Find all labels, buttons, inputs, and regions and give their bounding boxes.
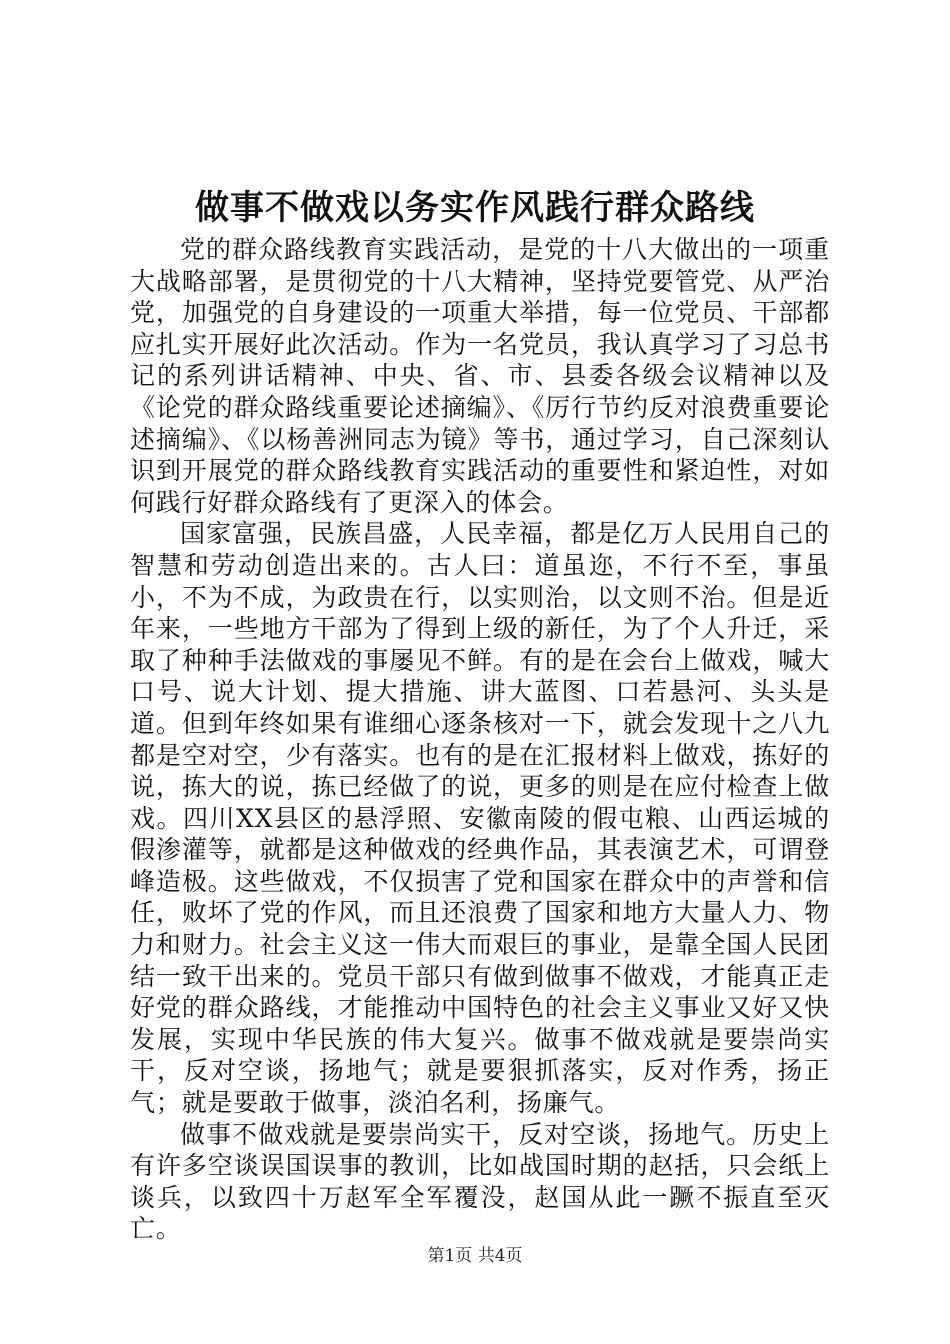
document-body [130, 234, 830, 1245]
document-title: 做事不做戏以务实作风践行群众路线 [195, 188, 755, 228]
paragraph-1: 党的群众路线教育实践活动，是党的十八大做出的一项重大战略部署，是贯彻党的十八大精神，坚持党要管党、从严治党，加强党的自身建设的一项重大举措，每一位党员、干部都应扎实开展好此次活动。作为一名党员，我认真学习了习总书记的系列讲话精神、中央、省、市、县委各级会议精神以及《论党的群众路线重要论述摘编》、《厉行节约反对浪费重要论述摘编》、《以杨善洲同志为镜》等书，通过学习，自己深刻认识到开展党的群众路线教育实践活动的重要性和紧迫性，对如何践行好群众路线有了更深入的体会。 [130, 235, 830, 517]
paragraph-3: 做事不做戏就是要崇尚实干，反对空谈，扬地气。历史上有许多空谈误国误事的教训，比如战国时期的赵括，只会纸上谈兵，以致四十万赵军全军覆没，赵国从此一蹶不振直至灭亡。 [130, 1119, 830, 1244]
page-number-footer: 第1页 共4页 [427, 1246, 523, 1266]
paragraph-2: 国家富强，民族昌盛，人民幸福，都是亿万人民用自己的智慧和劳动创造出来的。古人曰：道虽迩，不行不至，事虽小，不为不成，为政贵在行，以实则治，以文则不治。但是近年来，一些地方干部为了得到上级的新任，为了个人升迁，采取了种种手法做戏的事屡见不鲜。有的是在会台上做戏，喊大口号、说大计划、提大措施、讲大蓝图、口若悬河、头头是道。但到年终如果有谁细心逐条核对一下，就会发现十之八九都是空对空，少有落实。也有的是在汇报材料上做戏，拣好的说，拣大的说，拣已经做了的说，更多的则是在应付检查上做戏。四川XX县区的悬浮照、安徽南陵的假屯粮、山西运城的假渗灌等，就都是这种做戏的经典作品，其表演艺术，可谓登峰造极。这些做戏，不仅损害了党和国家在群众中的声誉和信任，败坏了党的作风，而且还浪费了国家和地方大量人力、物力和财力。社会主义这一伟大而艰巨的事业，是靠全国人民团结一致干出来的。党员干部只有做到做事不做戏，才能真正走好党的群众路线，才能推动中国特色的社会主义事业又好又快发展，实现中华民族的伟大复兴。做事不做戏就是要崇尚实干，反对空谈，扬地气；就是要狠抓落实，反对作秀，扬正气；就是要敢于做事，淡泊名利，扬廉气。 [130, 519, 830, 1118]
